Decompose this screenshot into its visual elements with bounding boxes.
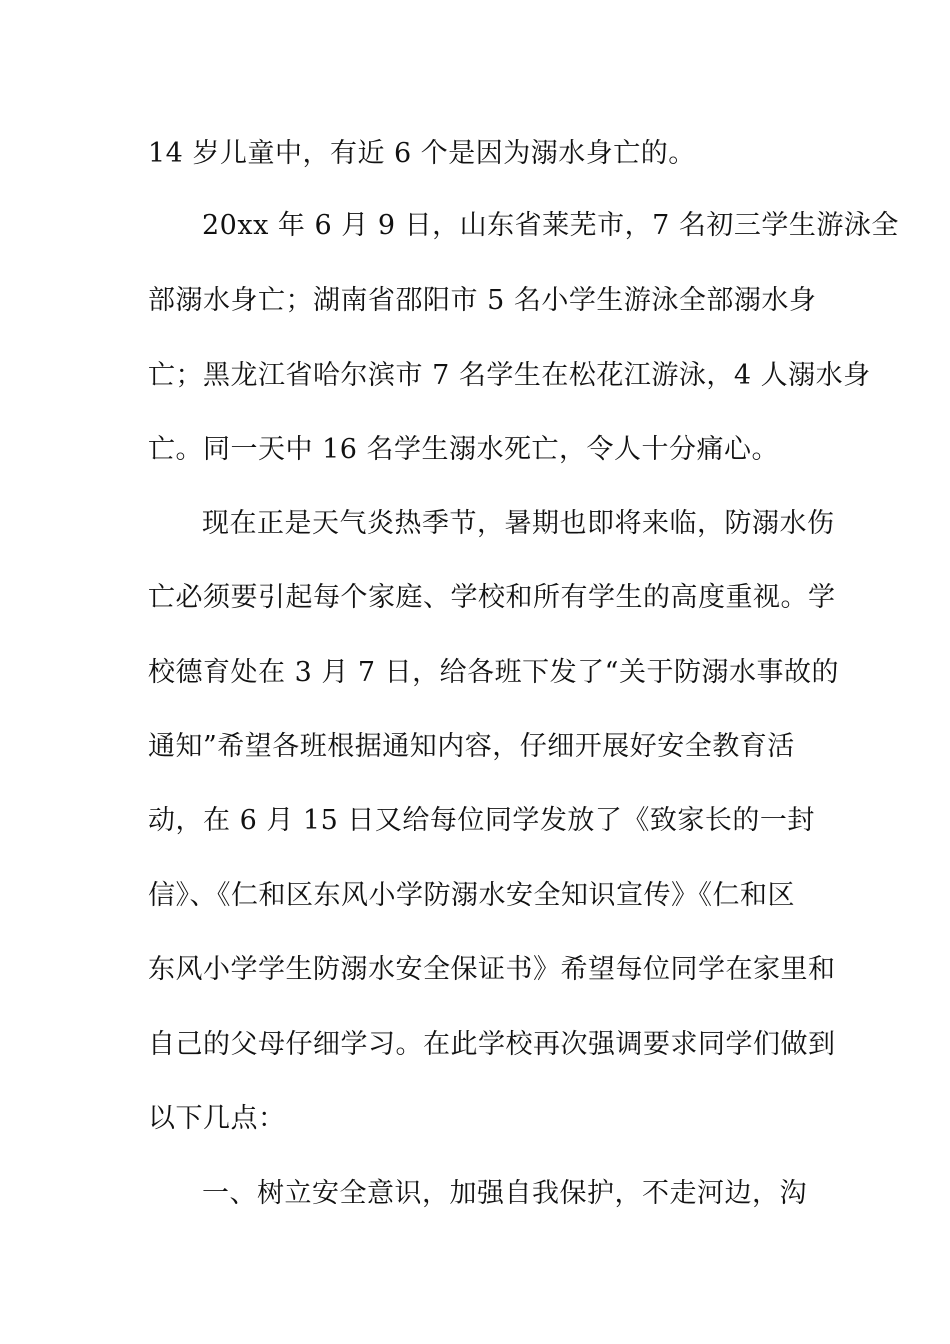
- text-line: 通知”希望各班根据通知内容，仔细开展好安全教育活: [148, 731, 795, 762]
- text-line: 东风小学学生防溺水安全保证书》希望每位同学在家里和: [148, 954, 836, 985]
- text-line: 亡。同一天中 16 名学生溺水死亡，令人十分痛心。: [148, 434, 780, 465]
- text-line: 自己的父母仔细学习。在此学校再次强调要求同学们做到: [148, 1029, 836, 1060]
- text-line: 14 岁儿童中，有近 6 个是因为溺水身亡的。: [148, 138, 696, 169]
- paragraph-start-line: 20xx 年 6 月 9 日，山东省莱芜市，7 名初三学生游泳全: [202, 210, 899, 241]
- text-line: 亡；黑龙江省哈尔滨市 7 名学生在松花江游泳，4 人溺水身: [148, 360, 871, 391]
- text-line: 校德育处在 3 月 7 日，给各班下发了“关于防溺水事故的: [148, 657, 839, 688]
- paragraph-start-line: 一、树立安全意识，加强自我保护，不走河边，沟: [202, 1178, 807, 1209]
- text-line: 信》、《仁和区东风小学防溺水安全知识宣传》《仁和区: [148, 880, 795, 911]
- paragraph-start-line: 现在正是天气炎热季节，暑期也即将来临，防溺水伤: [202, 508, 835, 539]
- text-line: 亡必须要引起每个家庭、学校和所有学生的高度重视。学: [148, 582, 836, 613]
- text-line: 部溺水身亡；湖南省邵阳市 5 名小学生游泳全部溺水身: [148, 285, 817, 316]
- text-line: 动，在 6 月 15 日又给每位同学发放了《致家长的一封: [148, 805, 815, 836]
- text-line: 以下几点：: [148, 1103, 286, 1134]
